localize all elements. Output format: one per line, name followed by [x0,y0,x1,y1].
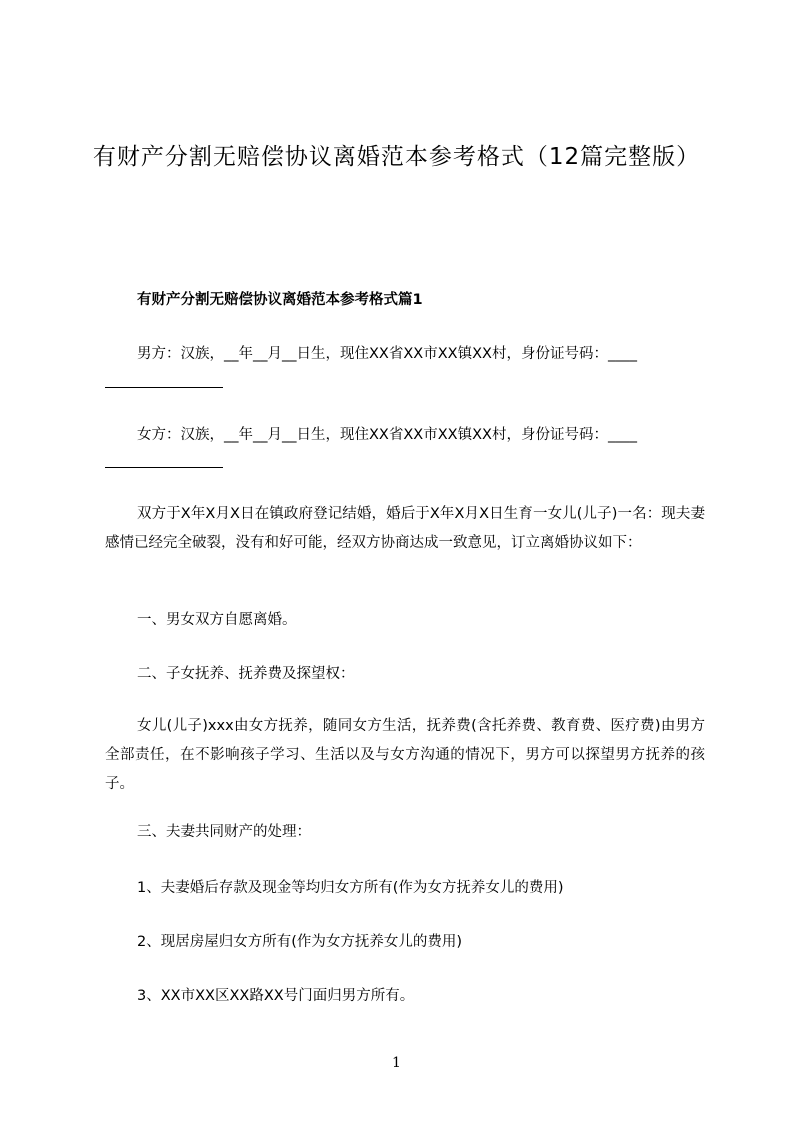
female-id-underline [105,467,223,468]
clause-3-heading: 三、夫妻共同财产的处理： [137,824,311,840]
male-id-underline [105,387,223,388]
property-item-3: 3、XX市XX区XX路XX号门面归男方所有。 [137,988,415,1004]
intro-paragraph: 双方于X年X月X日在镇政府登记结婚，婚后于X年X月X日生育一女儿(儿子)一名：现夫妻感情已经完全破裂，没有和好可能，经双方协商达成一致意见，订立离婚协议如下： [105,506,705,551]
document-title: 有财产分割无赔偿协议离婚范本参考格式（12篇完整版） [92,144,701,170]
male-party-paragraph: 男方：汉族，__年__月__日生，现住XX省XX市XX镇XX村，身份证号码：____ [137,346,637,362]
clause-1: 一、男女双方自愿离婚。 [137,612,297,628]
property-item-2: 2、现居房屋归女方所有(作为女方抚养女儿的费用) [137,934,463,950]
property-item-1: 1、夫妻婚后存款及现金等均归女方所有(作为女方抚养女儿的费用) [137,880,564,896]
female-party-paragraph: 女方：汉族，__年__月__日生，现住XX省XX市XX镇XX村，身份证号码：____ [137,427,637,443]
page-number: 1 [392,1055,401,1071]
section-title: 有财产分割无赔偿协议离婚范本参考格式篇1 [137,292,423,308]
custody-paragraph: 女儿(儿子)xxx由女方抚养，随同女方生活，抚养费(含托养费、教育费、医疗费)由男方全部责任，在不影响孩子学习、生活以及与女方沟通的情况下，男方可以探望男方抚养的孩子。 [105,718,705,792]
clause-2-heading: 二、子女抚养、抚养费及探望权： [137,666,355,682]
